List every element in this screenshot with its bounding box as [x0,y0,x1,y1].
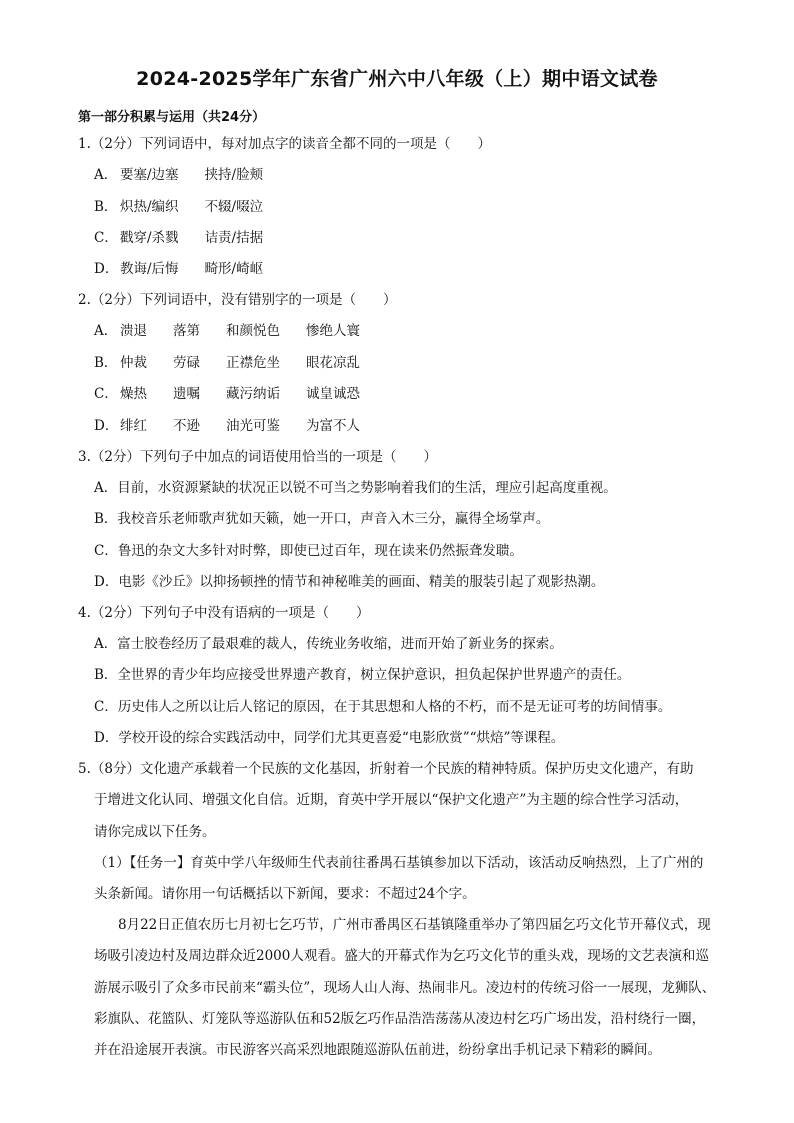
option-word: 落第 [173,323,200,339]
option-word: 绯红 [120,418,147,434]
option-label: C． [94,230,118,246]
news-passage-line: 彩旗队、花篮队、灯笼队等巡游队伍和52版乞巧作品浩浩荡荡从凌边村乞巧广场出发，沿村绕行一圈， [94,1011,706,1027]
task-1-line: 头条新闻。请你用一句话概括以下新闻，要求：不超过24个字。 [94,886,476,902]
question-3-stem: 3.（2分）下列句子中加点的词语使用恰当的一项是（ ） [78,449,437,465]
q1-option-b [94,197,263,217]
option-word: 惨绝人寰 [306,323,360,339]
option-word: 炽热/编织 [120,199,179,215]
option-word: 遗嘱 [173,386,200,402]
option-word: 不辍/啜泣 [204,199,264,215]
q1-option-c [94,228,263,248]
q2-option-c [94,384,360,404]
question-5-stem-line: 5.（8分）文化遗产承载着一个民族的文化基因，折射着一个民族的精神特质。保护历史文化遗产，有助 [78,761,694,777]
q1-option-d [94,259,263,279]
option-label: A． [94,323,118,339]
task-1-line: （1）【任务一】育英中学八年级师生代表前往番禺石基镇参加以下活动，该活动反响热烈，上了广州的 [94,855,704,871]
option-word: 诘责/拮据 [204,230,264,246]
q1-option-a [94,165,263,185]
q4-option-a: A．富士胶卷经历了最艰难的裁人，传统业务收缩，进而开始了新业务的探索。 [94,636,563,652]
q4-option-d: D．学校开设的综合实践活动中，同学们尤其更喜爱“电影欣赏”“烘焙”等课程。 [94,730,565,746]
question-1-stem: 1.（2分）下列词语中，每对加点字的读音全都不同的一项是（ ） [78,136,491,152]
question-5-stem-line: 于增进文化认同、增强文化自信。近期，育英中学开展以“保护文化遗产”为主题的综合性学习活动， [94,792,689,808]
option-word: 要塞/边塞 [120,167,179,183]
option-label: D． [94,418,119,434]
question-4-stem: 4.（2分）下列句子中没有语病的一项是（ ） [78,605,370,621]
q3-option-a: A．目前，水资源紧缺的状况正以锐不可当之势影响着我们的生活，理应引起高度重视。 [94,480,617,496]
option-label: D． [94,261,119,277]
option-word: 戳穿/杀戮 [120,230,179,246]
q3-option-b: B．我校音乐老师歌声犹如天籁，她一开口，声音入木三分，赢得全场掌声。 [94,511,550,527]
q2-option-d [94,416,360,436]
news-passage-line: 游展示吸引了众多市民前来“霸头位”，现场人山人海、热闹非凡。凌边村的传统习俗一一展现，龙狮队、 [94,980,716,996]
question-2-stem: 2.（2分）下列词语中，没有错别字的一项是（ ） [78,292,397,308]
option-word: 眼花凉乱 [306,355,360,371]
option-word: 为富不人 [306,418,360,434]
option-label: A． [94,167,118,183]
question-5-stem-line: 请你完成以下任务。 [94,824,216,840]
option-word: 挟持/脸颊 [204,167,264,183]
news-passage-line: 场吸引凌边村及周边群众近2000人观看。盛大的开幕式作为乞巧文化节的重头戏，现场的文艺表演和巡 [94,948,709,964]
q3-option-d: D．电影《沙丘》以抑扬顿挫的情节和神秘唯美的画面、精美的服装引起了观影热潮。 [94,574,605,590]
q2-option-a [94,321,360,341]
option-word: 和颜悦色 [226,323,280,339]
option-word: 正襟危坐 [226,355,280,371]
news-passage-line: 并在沿途展开表演。市民游客兴高采烈地跟随巡游队伍前进，纷纷拿出手机记录下精彩的瞬间。 [94,1042,661,1058]
option-word: 畸形/崎岖 [204,261,264,277]
news-passage-line: 8月22日正值农历七月初七乞巧节，广州市番禺区石基镇隆重举办了第四届乞巧文化节开幕仪式，现 [118,917,711,933]
option-word: 藏污纳诟 [226,386,280,402]
option-word: 不逊 [173,418,200,434]
page-title: 2024-2025学年广东省广州六中八年级（上）期中语文试卷 [136,68,658,90]
option-word: 劳碌 [173,355,200,371]
q3-option-c: C．鲁迅的杂文大多针对时弊，即使已过百年，现在读来仍然振聋发聩。 [94,543,523,559]
option-word: 教诲/后悔 [120,261,179,277]
option-word: 诚皇诚恐 [306,386,360,402]
option-label: B． [94,199,118,215]
option-word: 油光可鉴 [226,418,280,434]
option-word: 仲裁 [120,355,147,371]
q4-option-b: B．全世界的青少年均应接受世界遗产教育，树立保护意识，担负起保护世界遗产的责任。 [94,667,631,683]
option-label: B． [94,355,118,371]
option-word: 溃退 [120,323,147,339]
q4-option-c: C．历史伟人之所以让后人铭记的原因，在于其思想和人格的不朽，而不是无证可考的坊间情事。 [94,699,672,715]
option-word: 燥热 [120,386,147,402]
option-label: C． [94,386,118,402]
section-heading: 第一部分积累与运用（共24分） [78,110,266,125]
q2-option-b [94,353,360,373]
